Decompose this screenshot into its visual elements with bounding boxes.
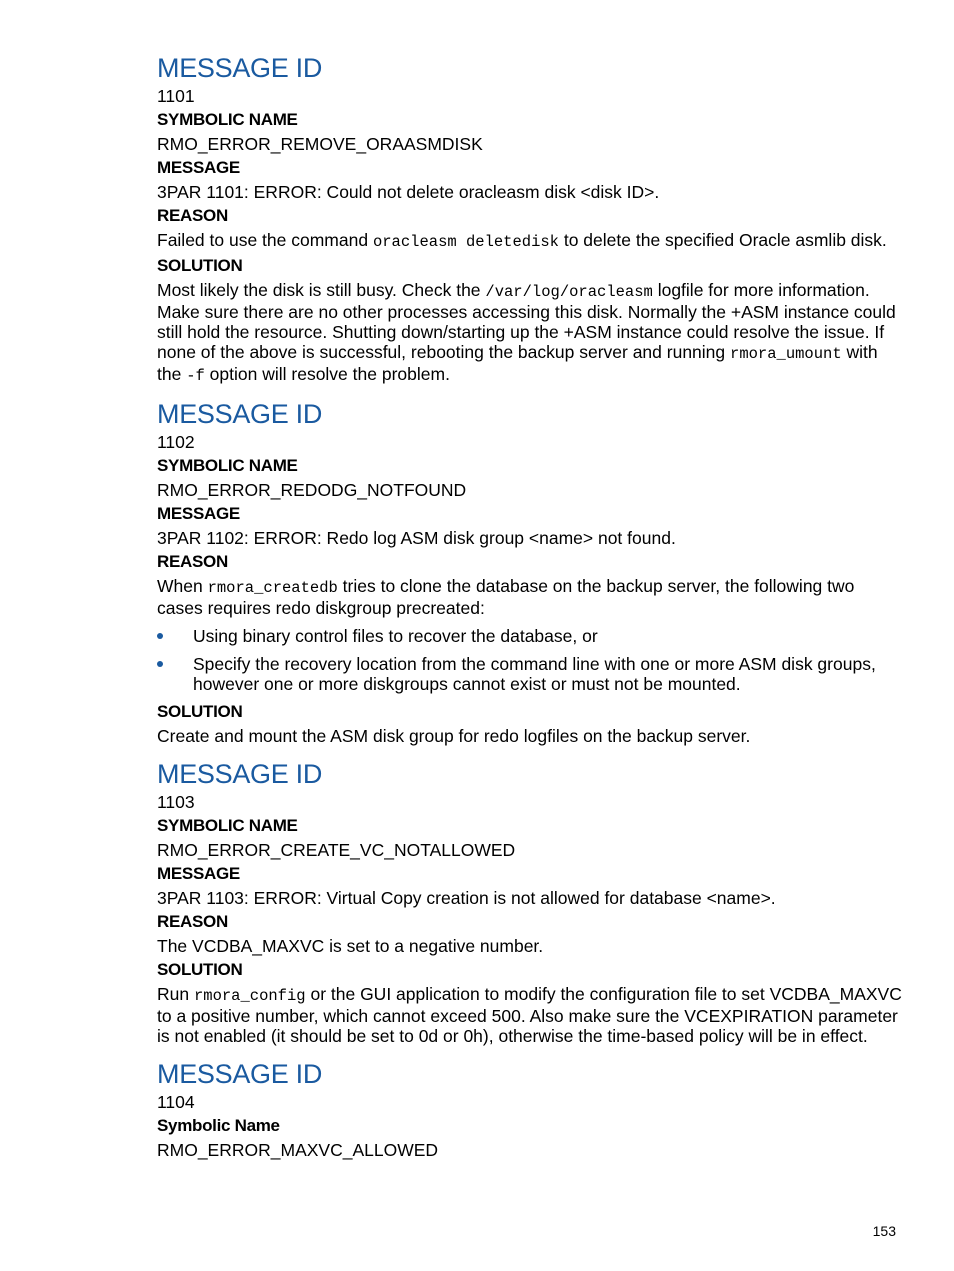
message-label: MESSAGE [157, 158, 240, 177]
code-rmora-umount: rmora_umount [730, 345, 842, 363]
bullet-item [157, 654, 902, 694]
message-id-value: 1101 [157, 86, 195, 106]
bullet-text: Specify the recovery location from the command line with one or more ASM disk groups, however one or more diskgroups cannot exist or must not be mounted. [193, 654, 876, 694]
message-entry-1103 [157, 758, 902, 1046]
symbolic-name-label: SYMBOLIC NAME [157, 816, 298, 835]
message-entry-1104 [157, 1058, 902, 1160]
message-text: 3PAR 1101: ERROR: Could not delete oracleasm disk <disk ID>. [157, 182, 660, 202]
document-page [157, 52, 902, 1172]
symbolic-name-value: RMO_ERROR_REMOVE_ORAASMDISK [157, 134, 483, 154]
reason-text-part: to delete the specified Oracle asmlib disk. [558, 230, 887, 250]
message-text: 3PAR 1102: ERROR: Redo log ASM disk group <name> not found. [157, 528, 676, 548]
message-id-heading: MESSAGE ID [157, 53, 323, 83]
message-id-heading: MESSAGE ID [157, 399, 323, 429]
solution-text-part: or the GUI application to modify the configuration file to set VCDBA_MAXVC to a positive number, which cannot exceed 500. Also make sure the VCEXPIRATION parameter is not enabled (it should be set to 0d or 0h), otherwise the time-based policy will be in effect. [157, 984, 902, 1046]
reason-text-part: tries to clone the database on the backup server, the following two cases requires redo diskgroup precreated: [157, 576, 855, 618]
message-id-value: 1103 [157, 792, 195, 812]
symbolic-name-label: SYMBOLIC NAME [157, 110, 298, 129]
reason-text [157, 230, 902, 252]
solution-text: Create and mount the ASM disk group for redo logfiles on the backup server. [157, 726, 751, 746]
solution-label: SOLUTION [157, 256, 243, 275]
symbolic-name-value: RMO_ERROR_CREATE_VC_NOTALLOWED [157, 840, 516, 860]
bullet-dot-icon [157, 633, 163, 639]
code-rmora-config: rmora_config [193, 987, 306, 1005]
bullet-text: Using binary control files to recover the database, or [193, 626, 598, 646]
reason-bullet-list [157, 626, 902, 694]
message-id-heading: MESSAGE ID [157, 1059, 323, 1089]
page-number: 153 [872, 1223, 896, 1239]
solution-text-part: logfile for more information. Make sure there are no other processes accessing this disk. Normally the +ASM instance could still hold the resource. Shutting down/starting up the +ASM instance could resolve the issue. If none of the above is successful, rebooting the backup server and running [157, 280, 896, 362]
code-f-option: -f [186, 367, 205, 385]
reason-label: REASON [157, 912, 228, 931]
solution-text-part: Run [157, 984, 194, 1004]
message-id-heading: MESSAGE ID [157, 759, 323, 789]
symbolic-name-value: RMO_ERROR_REDODG_NOTFOUND [157, 480, 467, 500]
reason-text [157, 576, 902, 618]
code-oracleasm-deletedisk: oracleasm deletedisk [372, 233, 559, 251]
message-id-value: 1104 [157, 1092, 195, 1112]
reason-label: REASON [157, 206, 228, 225]
solution-label: SOLUTION [157, 702, 243, 721]
message-text: 3PAR 1103: ERROR: Virtual Copy creation is not allowed for database <name>. [157, 888, 776, 908]
message-label: MESSAGE [157, 504, 240, 523]
solution-text [157, 984, 902, 1046]
symbolic-name-label: SYMBOLIC NAME [157, 456, 298, 475]
code-var-log-oracleasm: /var/log/oracleasm [485, 283, 653, 301]
symbolic-name-value: RMO_ERROR_MAXVC_ALLOWED [157, 1140, 439, 1160]
message-entry-1101 [157, 52, 902, 386]
message-entry-1102 [157, 398, 902, 746]
symbolic-name-label: Symbolic Name [157, 1116, 280, 1135]
solution-text-part: option will resolve the problem. [204, 364, 450, 384]
message-id-value: 1102 [157, 432, 195, 452]
reason-text: The VCDBA_MAXVC is set to a negative number. [157, 936, 544, 956]
solution-text-part: with the [157, 342, 878, 384]
code-rmora-createdb: rmora_createdb [207, 579, 338, 597]
message-label: MESSAGE [157, 864, 240, 883]
reason-text-part: When [157, 576, 208, 596]
bullet-item [157, 626, 902, 646]
solution-text-part: Most likely the disk is still busy. Check the [157, 280, 486, 300]
solution-text [157, 280, 902, 386]
solution-label: SOLUTION [157, 960, 243, 979]
reason-label: REASON [157, 552, 228, 571]
reason-text-part: Failed to use the command [157, 230, 373, 250]
bullet-dot-icon [157, 661, 163, 667]
